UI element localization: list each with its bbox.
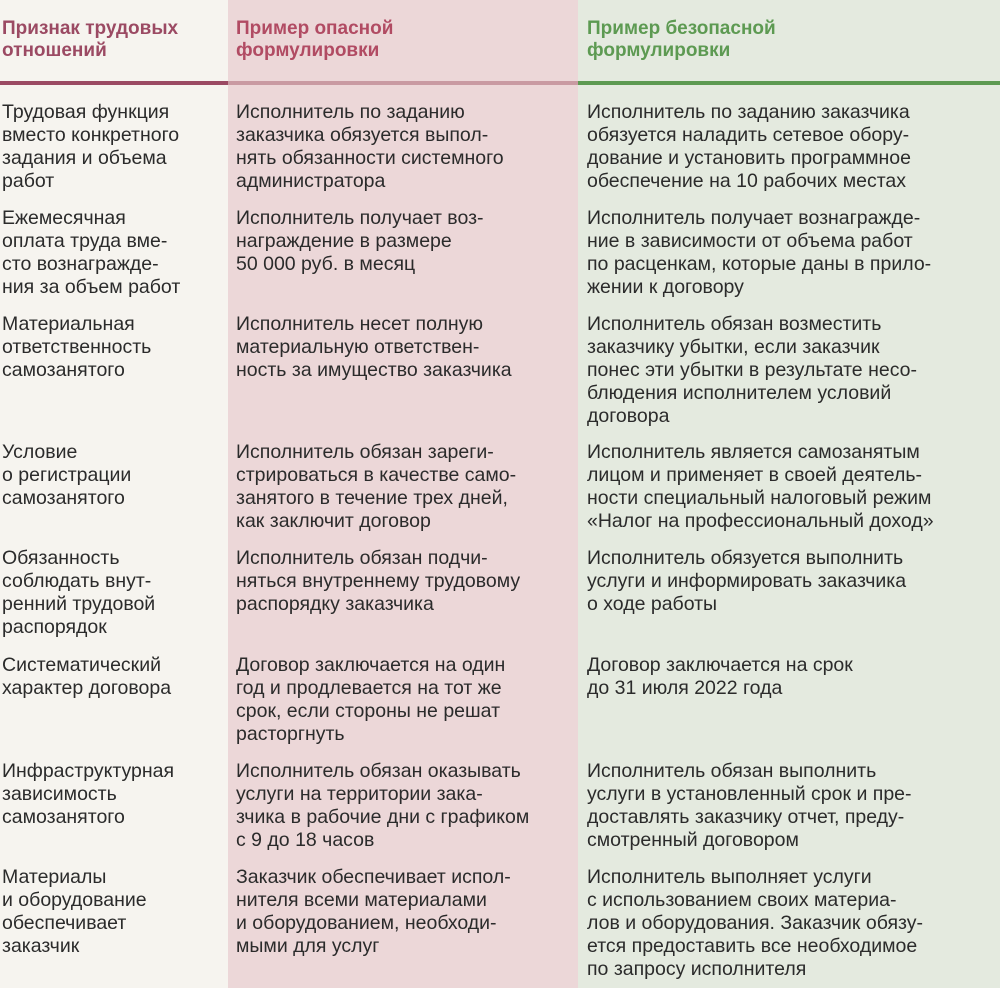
row-feature: Материалы и оборудование обеспечивает заказчик xyxy=(2,866,147,957)
row-safe: Исполнитель обязуется выполнить услуги и информировать заказчика о ходе работы xyxy=(587,547,907,615)
row-safe: Исполнитель получает вознагражде- ние в зависимости от объема работ по расценкам, которые даны в прило- жении к договору xyxy=(587,207,932,298)
row-dangerous: Исполнитель получает воз- награждение в размере 50 000 руб. в месяц xyxy=(236,207,484,275)
row-feature: Ежемесячная оплата труда вме- сто вознагражде- ния за объем работ xyxy=(2,207,181,298)
row-dangerous: Исполнитель обязан оказывать услуги на территории зака- зчика в рабочие дни с графиком с 9 до 18 часов xyxy=(236,760,530,851)
row-safe: Исполнитель по заданию заказчика обязуется наладить сетевое обору- дование и установить программное обеспечение на 10 рабочих местах xyxy=(587,101,911,192)
row-feature: Систематический характер договора xyxy=(2,654,172,699)
header-rule-feature xyxy=(0,81,228,85)
row-dangerous: Исполнитель по заданию заказчика обязуется выпол- нять обязанности системного администратора xyxy=(236,101,504,192)
row-dangerous: Договор заключается на один год и продлевается на тот же срок, если стороны не решат расторгнуть xyxy=(236,654,506,745)
header-dangerous: Пример опасной формулировки xyxy=(236,18,394,61)
row-dangerous: Исполнитель обязан подчи- няться внутреннему трудовому распорядку заказчика xyxy=(236,547,521,615)
row-feature: Условие о регистрации самозанятого xyxy=(2,441,132,509)
row-feature: Обязанность соблюдать внут- ренний трудовой распорядок xyxy=(2,547,156,638)
row-feature: Инфраструктурная зависимость самозанятого xyxy=(2,760,175,828)
row-dangerous: Исполнитель несет полную материальную ответствен- ность за имущество заказчика xyxy=(236,313,512,381)
header-safe: Пример безопасной формулировки xyxy=(587,18,776,61)
row-safe: Договор заключается на срок до 31 июля 2022 года xyxy=(587,654,853,699)
row-dangerous: Исполнитель обязан зареги- стрироваться в качестве само- занятого в течение трех дней, как заключит договор xyxy=(236,441,517,532)
row-safe: Исполнитель выполняет услуги с использованием своих материа- лов и оборудования. Заказчик обязу- ется предоставить все необходимое по запросу исполнителя xyxy=(587,866,923,980)
row-safe: Исполнитель является самозанятым лицом и применяет в своей деятель- ности специальный налоговый режим «Налог на профессиональный доход» xyxy=(587,441,934,532)
row-safe: Исполнитель обязан выполнить услуги в установленный срок и пре- доставлять заказчику отчет, преду- смотренный договором xyxy=(587,760,912,851)
header-feature: Признак трудовых отношений xyxy=(2,18,179,61)
header-rule-dangerous xyxy=(228,81,578,85)
header-rule-safe xyxy=(578,81,1000,85)
row-dangerous: Заказчик обеспечивает испол- нителя всеми материалами и оборудованием, необходи- мыми для услуг xyxy=(236,866,511,957)
row-feature: Трудовая функция вместо конкретного задания и объема работ xyxy=(2,101,180,192)
row-safe: Исполнитель обязан возместить заказчику убытки, если заказчик понес эти убытки в результате несо- блюдения исполнителем условий договора xyxy=(587,313,917,427)
row-feature: Материальная ответственность самозанятого xyxy=(2,313,152,381)
